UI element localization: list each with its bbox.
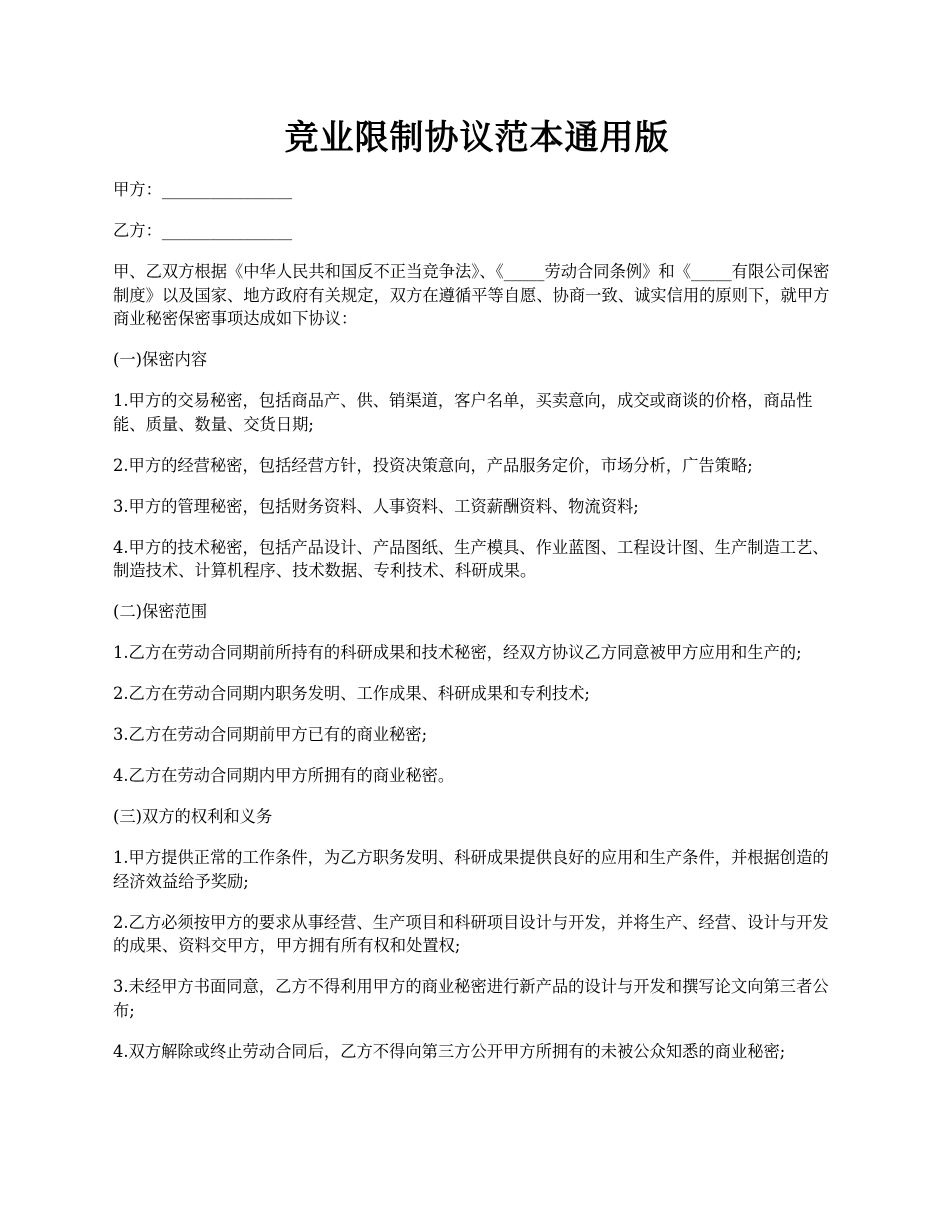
clause-paragraph: 3.未经甲方书面同意，乙方不得利用甲方的商业秘密进行新产品的设计与开发和撰写论文向第三者公布;	[113, 977, 829, 1020]
clause-paragraph: 1.甲方提供正常的工作条件，为乙方职务发明、科研成果提供良好的应用和生产条件，并根据创造的经济效益给予奖励;	[113, 848, 829, 891]
clause-paragraph: 3.乙方在劳动合同期前甲方已有的商业秘密;	[113, 725, 428, 744]
document-title: 竞业限制协议范本通用版	[284, 118, 670, 158]
clause-paragraph: 4.乙方在劳动合同期内甲方所拥有的商业秘密。	[113, 766, 455, 785]
document-page	[113, 112, 841, 1081]
section-heading-confidential-content: (一)保密内容	[113, 350, 208, 369]
clause-paragraph: 2.甲方的经营秘密，包括经营方针，投资决策意向，产品服务定价，市场分析，广告策略;	[113, 455, 753, 475]
clause-paragraph: 2.乙方必须按甲方的要求从事经营、生产项目和科研项目设计与开发，并将生产、经营、设计与开发的成果、资料交甲方，甲方拥有所有权和处置权;	[113, 912, 829, 955]
party-a-line: 甲方：________________	[113, 180, 293, 199]
clause-paragraph: 4.双方解除或终止劳动合同后，乙方不得向第三方公开甲方所拥有的未被公众知悉的商业秘密;	[113, 1041, 786, 1061]
section-heading-confidential-scope: (二)保密范围	[113, 602, 208, 621]
section-heading-rights-obligations: (三)双方的权利和义务	[113, 807, 273, 826]
clause-paragraph: 2.乙方在劳动合同期内职务发明、工作成果、科研成果和专利技术;	[113, 684, 590, 703]
preamble-paragraph: 甲、乙双方根据《中华人民共和国反不正当竞争法》、《_____劳动合同条例》和《_____有限公司保密制度》以及国家、地方政府有关规定，双方在遵循平等自愿、协商一致、诚实信用的原则下，就甲方商业秘密保密事项达成如下协议：	[113, 262, 830, 328]
clause-paragraph: 3.甲方的管理秘密，包括财务资料、人事资料、工资薪酬资料、物流资料;	[113, 496, 639, 516]
party-b-line: 乙方：________________	[113, 221, 293, 240]
clause-paragraph: 4.甲方的技术秘密，包括产品设计、产品图纸、生产模具、作业蓝图、工程设计图、生产制造工艺、制造技术、计算机程序、技术数据、专利技术、科研成果。	[113, 537, 829, 580]
clause-paragraph: 1.乙方在劳动合同期前所持有的科研成果和技术秘密，经双方协议乙方同意被甲方应用和生产的;	[113, 643, 802, 662]
clause-paragraph: 1.甲方的交易秘密，包括商品产、供、销渠道，客户名单，买卖意向，成交或商谈的价格，商品性能、质量、数量、交货日期;	[113, 391, 813, 434]
